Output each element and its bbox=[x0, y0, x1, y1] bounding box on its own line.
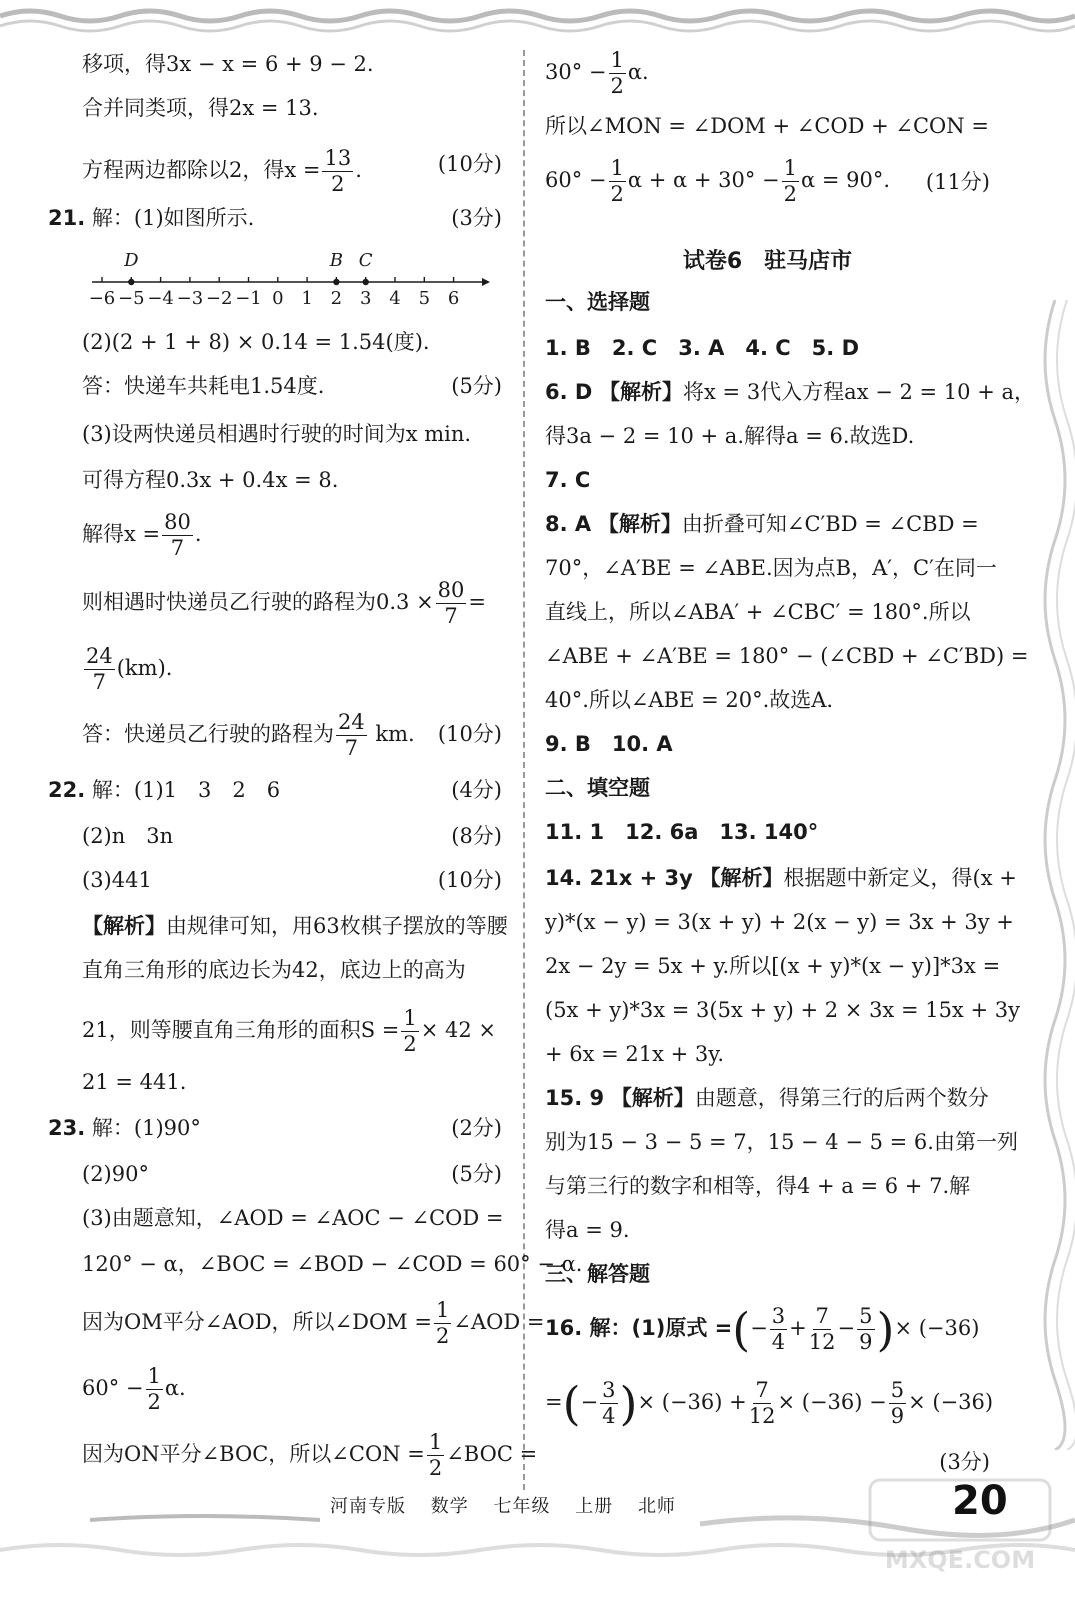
score: (3分) bbox=[939, 1450, 990, 1474]
decorative-top-border bbox=[0, 0, 1075, 40]
text-line: 40°.所以∠ABE = 20°.故选A. bbox=[545, 688, 834, 712]
text-line: (3)441 bbox=[82, 868, 152, 892]
text-line: (2)(2 + 1 + 8) × 0.14 = 1.54(度). bbox=[82, 330, 430, 354]
section-heading: 三、解答题 bbox=[545, 1262, 650, 1286]
score: (10分) bbox=[437, 868, 502, 892]
watermark-logo bbox=[860, 1470, 1060, 1580]
answer-line: 1. B 2. C 3. A 4. C 5. D bbox=[545, 336, 860, 360]
text-line: 移项，得3x − x = 6 + 9 − 2. bbox=[82, 52, 374, 76]
text-line: (2)n 3n bbox=[82, 824, 174, 848]
fraction: $\frac{24}{7}$ bbox=[86, 644, 113, 694]
text-line: 120° − α，∠BOC = ∠BOD − ∠COD = 60° − α. bbox=[82, 1252, 583, 1276]
exam-title: 试卷6 驻马店市 bbox=[682, 249, 853, 274]
axis-arrow bbox=[482, 278, 490, 286]
text-line: + 6x = 21x + 3y. bbox=[545, 1042, 725, 1066]
text-line: (3)设两快递员相遇时行驶的时间为x min. bbox=[82, 422, 472, 446]
score: (2分) bbox=[451, 1116, 502, 1140]
text-line: 方程两边都除以2，得x = $\frac{13}{2}$ . bbox=[82, 146, 362, 196]
answer-line: 6. D 【解析】将x = 3代入方程ax − 2 = 10 + a， bbox=[545, 380, 1035, 404]
section-heading: 二、填空题 bbox=[545, 776, 650, 800]
text-line: =(− $\frac{3}{4}$ )× (−36) + $\frac{7}{12}$ × (−36) − $\frac{5}{9}$ × (−36) bbox=[545, 1376, 994, 1431]
score: (11分) bbox=[925, 170, 990, 194]
score: (8分) bbox=[451, 824, 502, 848]
fraction: $\frac{13}{2}$ bbox=[324, 146, 352, 196]
text-line: 【解析】由规律可知，用63枚棋子摆放的等腰 bbox=[82, 914, 508, 938]
score: (4分) bbox=[451, 778, 502, 802]
text-line: $\frac{24}{7}$ (km). bbox=[86, 644, 173, 694]
text-line: 70°，∠A′BE = ∠ABE.因为点B，A′，C′在同一 bbox=[545, 556, 997, 580]
number-line-tick-label: 2 bbox=[330, 288, 343, 309]
number-line-point bbox=[128, 279, 134, 285]
footer-volume: 上册 bbox=[575, 1496, 614, 1517]
footer-edition: 北师 bbox=[637, 1496, 676, 1517]
number-line-figure bbox=[82, 250, 492, 312]
number-line-tick-label: −6 bbox=[88, 288, 116, 309]
text-line: 可得方程0.3x + 0.4x = 8. bbox=[82, 468, 339, 492]
answer-line: 16. 解：(1)原式 =(− $\frac{3}{4}$ + $\frac{7}{12}$ − $\frac{5}{9}$ )× (−36) bbox=[545, 1302, 980, 1357]
text-line: 直线上，所以∠ABA′ + ∠CBC′ = 180°.所以 bbox=[545, 600, 971, 624]
footer-grade: 七年级 bbox=[493, 1496, 551, 1517]
score: (10分) bbox=[437, 152, 502, 176]
text-line: 21 = 441. bbox=[82, 1070, 187, 1094]
fraction: $\frac{1}{2}$ bbox=[147, 1364, 161, 1414]
number-line-tick-label: −2 bbox=[205, 288, 233, 309]
fraction: $\frac{3}{4}$ bbox=[771, 1304, 786, 1354]
fraction: $\frac{24}{7}$ bbox=[338, 710, 365, 760]
score: (5分) bbox=[451, 374, 502, 398]
question-23: 23. 解：(1)90° bbox=[48, 1116, 201, 1140]
fraction: $\frac{1}{2}$ bbox=[435, 1298, 450, 1348]
number-line-tick-label: −4 bbox=[147, 288, 174, 309]
question-21: 21. 解：(1)如图所示. bbox=[48, 206, 255, 230]
fraction: $\frac{80}{7}$ bbox=[437, 578, 465, 628]
fraction: $\frac{5}{9}$ bbox=[890, 1378, 905, 1428]
text-line: ∠ABE + ∠A′BE = 180° − (∠CBD + ∠C′BD) = bbox=[545, 644, 1029, 668]
text-line: (5x + y)*3x = 3(5x + y) + 2 × 3x = 15x + 3y bbox=[545, 998, 1020, 1022]
section-heading: 一、选择题 bbox=[545, 290, 650, 314]
number-line-point-label: D bbox=[124, 250, 139, 271]
number-line-point bbox=[363, 279, 369, 285]
text-line: 直角三角形的底边长为42，底边上的高为 bbox=[82, 958, 466, 982]
text-line: 因为OM平分∠AOD，所以∠DOM = $\frac{1}{2}$ ∠AOD = bbox=[82, 1298, 545, 1348]
text-line: 所以∠MON = ∠DOM + ∠COD + ∠CON = bbox=[545, 114, 989, 138]
fraction: $\frac{5}{9}$ bbox=[859, 1304, 873, 1354]
number-line-point-label: B bbox=[329, 250, 344, 271]
text-line: 60° − $\frac{1}{2}$ α. bbox=[82, 1364, 186, 1414]
text-line: 则相遇时快递员乙行驶的路程为0.3 × $\frac{80}{7}$ = bbox=[82, 578, 487, 628]
number-line-point bbox=[333, 279, 339, 285]
text-line: 别为15 − 3 − 5 = 7，15 − 4 − 5 = 6.由第一列 bbox=[545, 1130, 1018, 1154]
number-line-tick-label: −5 bbox=[118, 288, 145, 309]
fraction: $\frac{1}{2}$ bbox=[783, 156, 797, 206]
text-line: 30° − $\frac{1}{2}$ α. bbox=[545, 48, 649, 98]
answer-line: 8. A 【解析】由折叠可知∠C′BD = ∠CBD = bbox=[545, 512, 979, 536]
text-line: y)*(x − y) = 3(x + y) + 2(x − y) = 3x + 3y + bbox=[545, 910, 1014, 934]
watermark-text: MXQE.COM bbox=[884, 1546, 1036, 1574]
fraction: $\frac{3}{4}$ bbox=[602, 1378, 616, 1428]
answer-line: 7. C bbox=[545, 468, 591, 492]
number-line-tick-label: −3 bbox=[176, 288, 204, 309]
score: (10分) bbox=[437, 722, 502, 746]
footer-subject: 数学 bbox=[430, 1496, 469, 1517]
fraction: $\frac{1}{2}$ bbox=[428, 1430, 443, 1480]
answer-line: 15. 9 【解析】由题意，得第三行的后两个数分 bbox=[545, 1086, 989, 1110]
text-line: 合并同类项，得2x = 13. bbox=[82, 96, 319, 120]
text-line: 得a = 9. bbox=[545, 1218, 630, 1242]
fraction: $\frac{1}{2}$ bbox=[610, 48, 624, 98]
number-line-tick-label: 0 bbox=[272, 288, 284, 309]
text-line: (2)90° bbox=[82, 1162, 149, 1186]
fraction: $\frac{1}{2}$ bbox=[610, 156, 624, 206]
text-line: 60° − $\frac{1}{2}$ α + α + 30° − $\frac{1}{2}$ α = 90°. bbox=[545, 156, 891, 206]
question-22: 22. 解：(1)1 3 2 6 bbox=[48, 778, 281, 802]
answer-line: 14. 21x + 3y 【解析】根据题中新定义，得(x + bbox=[545, 866, 1017, 890]
text-line: 答：快递员乙行驶的路程为 $\frac{24}{7}$ km. bbox=[82, 710, 415, 760]
number-line-tick-label: 6 bbox=[447, 288, 460, 309]
score: (3分) bbox=[451, 206, 502, 230]
footer-info bbox=[330, 1492, 694, 1518]
number-line-point-label: C bbox=[358, 250, 373, 271]
fraction: $\frac{7}{12}$ bbox=[808, 1304, 836, 1354]
text-line: 解得x = $\frac{80}{7}$ . bbox=[82, 510, 202, 560]
number-line-tick-label: 5 bbox=[418, 288, 431, 309]
text-line: 得3a − 2 = 10 + a.解得a = 6.故选D. bbox=[545, 424, 915, 448]
decorative-right-edge bbox=[1015, 300, 1075, 1450]
text-line: 21，则等腰直角三角形的面积S = $\frac{1}{2}$ × 42 × bbox=[82, 1006, 497, 1056]
fraction: $\frac{1}{2}$ bbox=[403, 1006, 417, 1056]
score: (5分) bbox=[451, 1162, 502, 1186]
text-line: 答：快递车共耗电1.54度. bbox=[82, 374, 325, 398]
fraction: $\frac{7}{12}$ bbox=[748, 1378, 776, 1428]
number-line-tick-label: 3 bbox=[359, 288, 372, 309]
text-line: 因为ON平分∠BOC，所以∠CON = $\frac{1}{2}$ ∠BOC = bbox=[82, 1430, 538, 1480]
answer-line: 11. 1 12. 6a 13. 140° bbox=[545, 820, 819, 844]
text-line: (3)由题意知，∠AOD = ∠AOC − ∠COD = bbox=[82, 1206, 504, 1230]
text-line: 2x − 2y = 5x + y.所以[(x + y)*(x − y)]*3x = bbox=[545, 954, 1001, 978]
number-line-tick-label: −1 bbox=[235, 288, 262, 309]
number-line-tick-label: 1 bbox=[301, 288, 313, 309]
footer-region: 河南专版 bbox=[330, 1496, 406, 1517]
answer-line: 9. B 10. A bbox=[545, 732, 673, 756]
text-line: 与第三行的数字和相等，得4 + a = 6 + 7.解 bbox=[545, 1174, 971, 1198]
fraction: $\frac{80}{7}$ bbox=[164, 510, 191, 560]
page-number: 20 bbox=[952, 1478, 1008, 1524]
number-line-tick-label: 4 bbox=[389, 288, 401, 309]
